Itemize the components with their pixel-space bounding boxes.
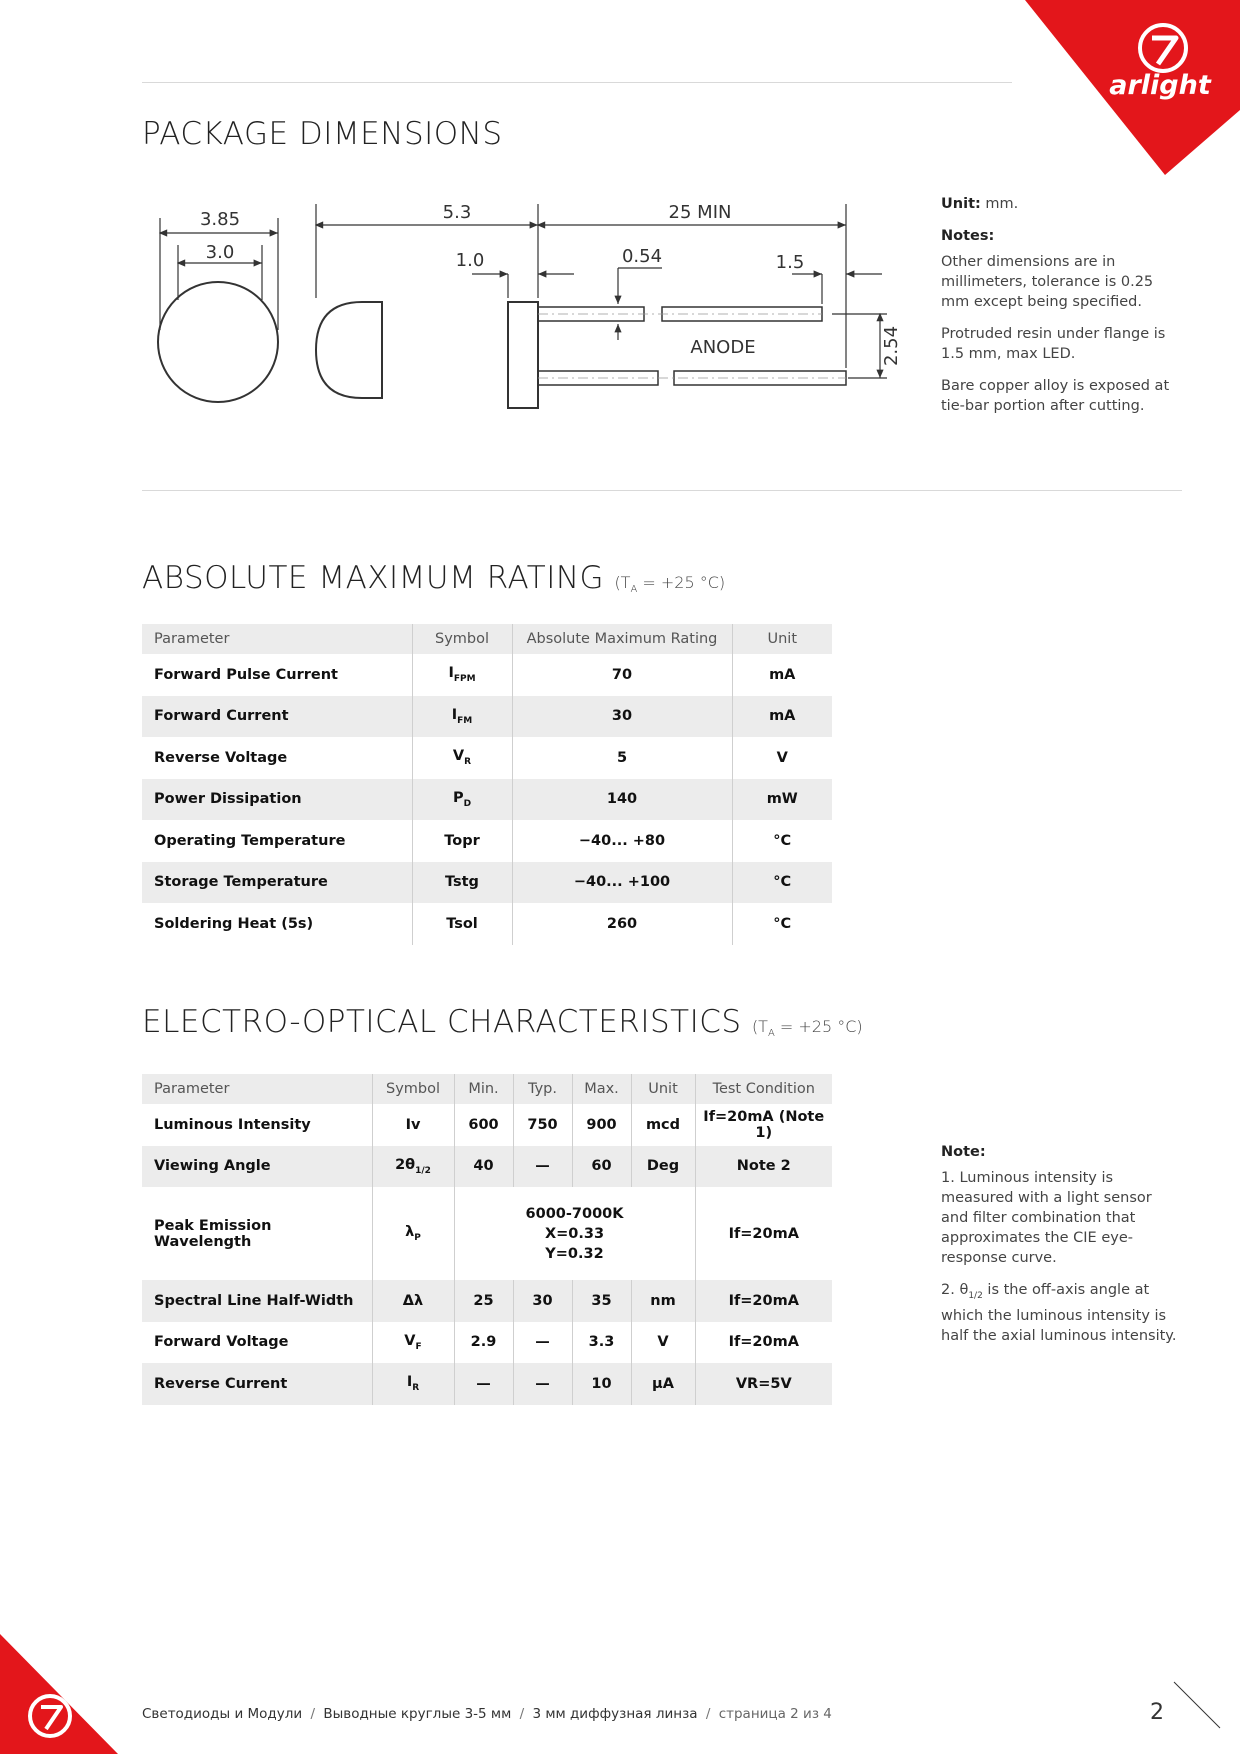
table-row: Spectral Line Half-Width Δλ 25 30 35 nm If=20mA: [142, 1280, 832, 1322]
anode-label: ANODE: [690, 337, 756, 358]
table-row: Reverse Current $I_R$ — — 10 μA VR=5V: [142, 1363, 832, 1405]
amr-col-unit: Unit: [732, 624, 832, 654]
page-number: 2: [1150, 1700, 1164, 1725]
amr-col-parameter: Parameter: [142, 624, 412, 654]
breadcrumb-item: 3 мм диффузная линза: [532, 1706, 698, 1722]
eoc-condition: ($T_A = +25$ °C): [751, 1017, 863, 1040]
table-row: Peak Emission Wavelength $\lambda_P$ 6000-7000K X=0.33 Y=0.32 If=20mA: [142, 1187, 832, 1280]
dim-3-0: 3.0: [205, 242, 235, 263]
section-title-package: PACKAGE DIMENSIONS: [142, 116, 503, 152]
table-row: Soldering Heat (5s) Tsol 260 °C: [142, 903, 832, 945]
section-title-eoc: ELECTRO-OPTICAL CHARACTERISTICS ($T_A = +25$ °C): [142, 1004, 863, 1040]
amr-header-row: [142, 624, 832, 654]
top-divider: [142, 82, 1012, 83]
table-row: Forward Pulse Current $I_{FPM}$ 70 mA: [142, 654, 832, 696]
table-row: Power Dissipation $P_D$ 140 mW: [142, 779, 832, 821]
dim-25-min: 25 MIN: [668, 202, 732, 223]
eoc-notes-heading: Note:: [941, 1144, 986, 1160]
eoc-notes: [941, 1142, 1181, 1358]
table-row: Viewing Angle $2\theta_{1/2}$ 40 — 60 Deg Note 2: [142, 1146, 832, 1188]
footer-breadcrumb: Светодиоды и Модули / Выводные круглые 3-5 мм / 3 мм диффузная линза / страница 2 из 4: [142, 1706, 832, 1722]
brand-wordmark: arlight: [1109, 70, 1211, 101]
table-row: Forward Voltage $V_F$ 2.9 — 3.3 V If=20mA: [142, 1322, 832, 1364]
brand-corner-footer: [0, 1614, 120, 1754]
breadcrumb-item: Светодиоды и Модули: [142, 1706, 303, 1722]
table-row: Forward Current $I_{FM}$ 30 mA: [142, 696, 832, 738]
eoc-header-row: Parameter Symbol Min. Typ. Max. Unit Test Condition: [142, 1074, 832, 1104]
eoc-table: [142, 1074, 832, 1405]
package-notes: [941, 194, 1181, 428]
amr-col-symbol: Symbol: [412, 624, 512, 654]
merged-cct-cell: 6000-7000K X=0.33 Y=0.32: [454, 1187, 695, 1280]
dim-1-0: 1.0: [455, 250, 485, 271]
notes-heading: Notes:: [941, 228, 995, 244]
package-note-1: Other dimensions are in millimeters, tolerance is 0.25 mm except being specified.: [941, 254, 1154, 310]
package-dimension-drawing: [142, 190, 902, 420]
package-note-2: Protruded resin under flange is 1.5 mm, max LED.: [941, 326, 1166, 362]
page-count-text: страница 2 из 4: [718, 1706, 832, 1722]
package-note-3: Bare copper alloy is exposed at tie-bar portion after cutting.: [941, 378, 1170, 414]
dim-1-5: 1.5: [775, 252, 805, 273]
table-row: Luminous Intensity Iv 600 750 900 mcd If=20mA (Note 1): [142, 1104, 832, 1146]
unit-note: Unit: mm.: [941, 196, 1019, 212]
page-corner-mark: [1172, 1680, 1222, 1730]
table-row: Operating Temperature Topr −40... +80 °C: [142, 820, 832, 862]
dim-0-54: 0.54: [621, 246, 663, 267]
dim-5-3: 5.3: [442, 202, 472, 223]
eoc-note-1: 1. Luminous intensity is measured with a light sensor and filter combination that approximates the CIE eye-response curve.: [941, 1170, 1152, 1266]
dim-3-85: 3.85: [199, 209, 241, 230]
brand-corner-logo: [920, 0, 1240, 175]
table-row: Storage Temperature Tstg −40... +100 °C: [142, 862, 832, 904]
table-row: Reverse Voltage $V_R$ 5 V: [142, 737, 832, 779]
mid-divider: [142, 490, 1182, 491]
amr-condition: ($T_A = +25$ °C): [614, 573, 726, 596]
section-title-amr: ABSOLUTE MAXIMUM RATING ($T_A = +25$ °C): [142, 560, 726, 596]
dim-2-54: 2.54: [881, 325, 902, 367]
breadcrumb-item: Выводные круглые 3-5 мм: [323, 1706, 512, 1722]
eoc-note-2: 2. $\theta_{1/2}$ is the off-axis angle at which the luminous intensity is half the axial luminous intensity.: [941, 1282, 1177, 1344]
amr-table: [142, 624, 832, 945]
amr-col-rating: Absolute Maximum Rating: [512, 624, 732, 654]
